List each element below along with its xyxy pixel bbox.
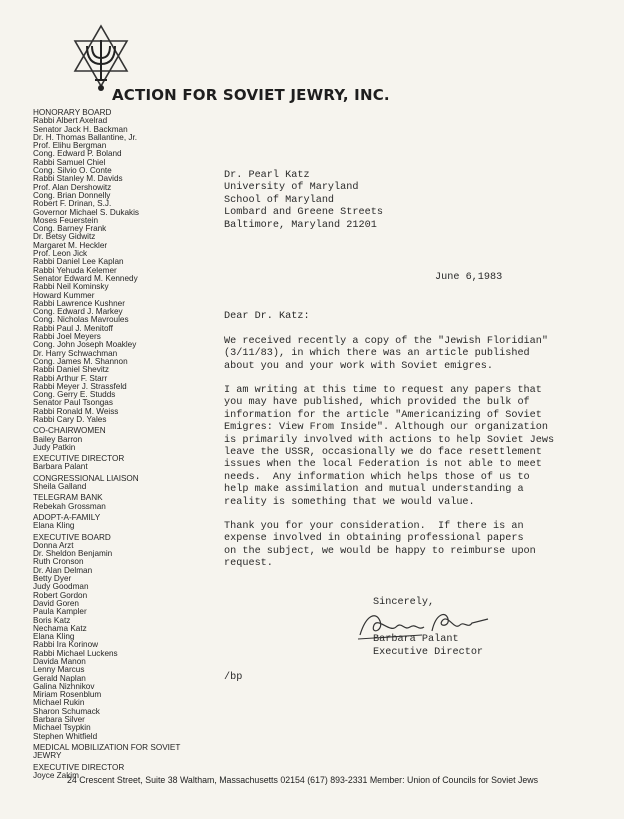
sidebar-member-name: Cong. Barney Frank	[33, 224, 107, 234]
sidebar-heading: EXECUTIVE DIRECTOR	[33, 762, 125, 772]
signer-name: Barbara Palant	[373, 634, 459, 645]
sidebar-member-name: Rabbi Daniel Shevitz	[33, 365, 110, 375]
text-line: issues when the local Federation is not able to meet	[224, 459, 542, 471]
sidebar-member-name: Howard Kummer	[33, 290, 95, 300]
sidebar-member-name: Barbara Palant	[33, 462, 88, 472]
text-line: School of Maryland	[224, 194, 335, 206]
sidebar-member-name: Bailey Barron	[33, 434, 83, 444]
sidebar-member-name: Dr. H. Thomas Ballantine, Jr.	[33, 132, 138, 142]
sidebar-heading: CONGRESSIONAL LIAISON	[33, 473, 139, 483]
sidebar-member-name: Prof. Elihu Bergman	[33, 141, 107, 151]
sidebar-member-name: Sharon Schumack	[33, 706, 100, 716]
footer-address: 24 Crescent Street, Suite 38 Waltham, Massachusetts 02154 (617) 893-2331 Member: Union of Councils for Soviet Jews	[67, 775, 539, 785]
text-line: Baltimore, Maryland 21201	[224, 219, 377, 231]
sidebar-member-name: Rabbi Joel Meyers	[33, 332, 101, 342]
sidebar-heading: HONORARY BOARD	[33, 108, 112, 117]
sidebar-member-name: Barbara Silver	[33, 715, 85, 725]
text-line: Lombard and Greene Streets	[224, 207, 383, 219]
text-line: you may have published, which provided the bulk of	[224, 397, 530, 409]
sidebar-member-name: Stephen Whitfield	[33, 731, 98, 741]
text-line: request.	[224, 558, 273, 570]
sidebar-member-name: Miriam Rosenblum	[33, 690, 102, 700]
sidebar-member-name: Rabbi Daniel Lee Kaplan	[33, 257, 124, 267]
sidebar-member-name: Rabbi Ira Korinow	[33, 640, 99, 650]
sidebar-member-name: Gerald Naplan	[33, 673, 86, 683]
text-line: (3/11/83), in which there was an article published	[224, 348, 530, 360]
sidebar-member-name: Boris Katz	[33, 615, 71, 625]
sidebar-member-name: Rabbi Michael Luckens	[33, 648, 118, 658]
closing: Sincerely,	[373, 597, 435, 608]
sidebar-member-name: Rabbi Lawrence Kushner	[33, 298, 125, 308]
sidebar-member-name: Margaret M. Heckler	[33, 240, 108, 250]
sidebar-member-name: Rabbi Meyer J. Strassfeld	[33, 381, 127, 391]
paragraph-2	[224, 385, 554, 509]
sidebar-heading: MEDICAL MOBILIZATION FOR SOVIET JEWRY	[33, 742, 181, 761]
sidebar-member-name: Senator Paul Tsongas	[33, 398, 113, 408]
sidebar-member-name: Rabbi Stanley M. Davids	[33, 174, 123, 184]
salutation: Dear Dr. Katz:	[224, 311, 310, 322]
text-line: needs. Any information which helps those of us to	[224, 471, 530, 483]
sidebar-member-name: Dr. Sheldon Benjamin	[33, 549, 113, 559]
sidebar-heading: CO-CHAIRWOMEN	[33, 426, 106, 436]
text-line: on the subject, we would be happy to reimburse upon	[224, 545, 536, 557]
sidebar-member-name: Davida Manon	[33, 657, 86, 666]
recipient-address	[224, 170, 383, 232]
text-line: I am writing at this time to request any papers that	[224, 385, 542, 396]
sidebar-member-name: Donna Arzt	[33, 540, 74, 550]
sidebar-member-name: Rebekah Grossman	[33, 501, 106, 511]
sidebar-member-name: Rabbi Samuel Chiel	[33, 157, 106, 167]
text-line: help make assimilation and mutual understanding a	[224, 484, 524, 496]
text-line: about you and your work with Soviet emigres.	[224, 360, 493, 372]
board-member-list	[33, 109, 193, 780]
sidebar-member-name: Rabbi Albert Axelrad	[33, 116, 108, 126]
sidebar-member-name: Judy Goodman	[33, 582, 89, 592]
sidebar-member-name: Paula Kampler	[33, 607, 87, 617]
text-line: expense involved in obtaining professional papers	[224, 533, 524, 545]
paragraph-1	[224, 336, 548, 373]
sidebar-heading: ADOPT-A-FAMILY	[33, 512, 101, 522]
sidebar-member-name: Michael Tsypkin	[33, 723, 91, 733]
text-line: Dr. Pearl Katz	[224, 170, 310, 181]
text-line: reality is something that we would value.	[224, 496, 475, 508]
text-line: leave the USSR, occasionally we do face resettlement	[224, 447, 542, 459]
sidebar-member-name: Moses Feuerstein	[33, 215, 99, 225]
sidebar-member-name: Judy Patkin	[33, 442, 76, 452]
sidebar-member-name: Robert Gordon	[33, 590, 88, 600]
sidebar-member-name: Rabbi Ronald M. Weiss	[33, 406, 119, 416]
sidebar-member-name: Dr. Alan Delman	[33, 565, 93, 575]
sidebar-member-name: Prof. Leon Jick	[33, 249, 88, 259]
typist-initials: /bp	[224, 672, 243, 683]
sidebar-member-name: Rabbi Paul J. Menitoff	[33, 323, 113, 333]
sidebar-member-name: Joyce Zakim	[33, 770, 79, 780]
sidebar-member-name: Cong. Brian Donnelly	[33, 190, 111, 200]
sidebar-member-name: Michael Rukin	[33, 698, 85, 708]
text-line: We received recently a copy of the "Jewish Floridian"	[224, 336, 549, 347]
sidebar-member-name: Governor Michael S. Dukakis	[33, 207, 140, 217]
star-of-david-logo-icon	[70, 24, 132, 94]
sidebar-member-name: Cong. Edward J. Markey	[33, 307, 123, 317]
sidebar-member-name: Lenny Marcus	[33, 665, 85, 675]
sidebar-member-name: Prof. Alan Dershowitz	[33, 182, 112, 192]
sidebar-member-name: Rabbi Arthur F. Starr	[33, 373, 108, 383]
sidebar-member-name: David Goren	[33, 598, 79, 608]
organization-name: ACTION FOR SOVIET JEWRY, INC.	[112, 86, 390, 104]
sidebar-heading: EXECUTIVE DIRECTOR	[33, 454, 125, 464]
sidebar-member-name: Cong. Edward P. Boland	[33, 149, 122, 159]
sidebar-member-name: Betty Dyer	[33, 574, 72, 584]
sidebar-member-name: Galina Nizhnikov	[33, 681, 95, 691]
sidebar-heading: TELEGRAM BANK	[33, 493, 103, 503]
sidebar-member-name: Elana Kling	[33, 632, 75, 642]
text-line: Thank you for your consideration. If there is an	[224, 521, 524, 532]
sidebar-member-name: Cong. Gerry E. Studds	[33, 390, 116, 400]
sidebar-member-name: Nechama Katz	[33, 623, 87, 633]
paragraph-3	[224, 521, 536, 571]
sidebar-member-name: Senator Edward M. Kennedy	[33, 273, 138, 283]
text-line: Emigres: View From Inside". Although our organization	[224, 422, 549, 434]
sidebar-member-name: Rabbi Neil Kominsky	[33, 282, 109, 292]
sidebar-member-name: Dr. Betsy Gidwitz	[33, 232, 96, 242]
sidebar-member-name: Dr. Harry Schwachman	[33, 348, 118, 358]
text-line: University of Maryland	[224, 182, 359, 194]
letter-date: June 6,1983	[435, 272, 503, 283]
sidebar-member-name: Elana Kling	[33, 521, 75, 531]
sidebar-member-name: Cong. Silvio O. Conte	[33, 166, 112, 176]
text-line: is primarily involved with actions to help Soviet Jews	[224, 434, 555, 446]
sidebar-member-name: Cong. James M. Shannon	[33, 356, 128, 366]
text-line: information for the article "Americanizing of Soviet	[224, 409, 542, 421]
sidebar-heading: EXECUTIVE BOARD	[33, 532, 111, 542]
sidebar-member-name: Rabbi Yehuda Kelemer	[33, 265, 117, 275]
sidebar-member-name: Robert F. Drinan, S.J.	[33, 199, 112, 209]
sidebar-member-name: Rabbi Cary D. Yales	[33, 414, 107, 424]
sidebar-member-name: Cong. John Joseph Moakley	[33, 340, 137, 350]
sidebar-member-name: Sheila Galland	[33, 482, 87, 492]
sidebar-member-name: Senator Jack H. Backman	[33, 124, 128, 134]
sidebar-member-name: Cong. Nicholas Mavroules	[33, 315, 129, 325]
sidebar-member-name: Ruth Cronson	[33, 557, 84, 567]
signer-title: Executive Director	[373, 647, 484, 658]
